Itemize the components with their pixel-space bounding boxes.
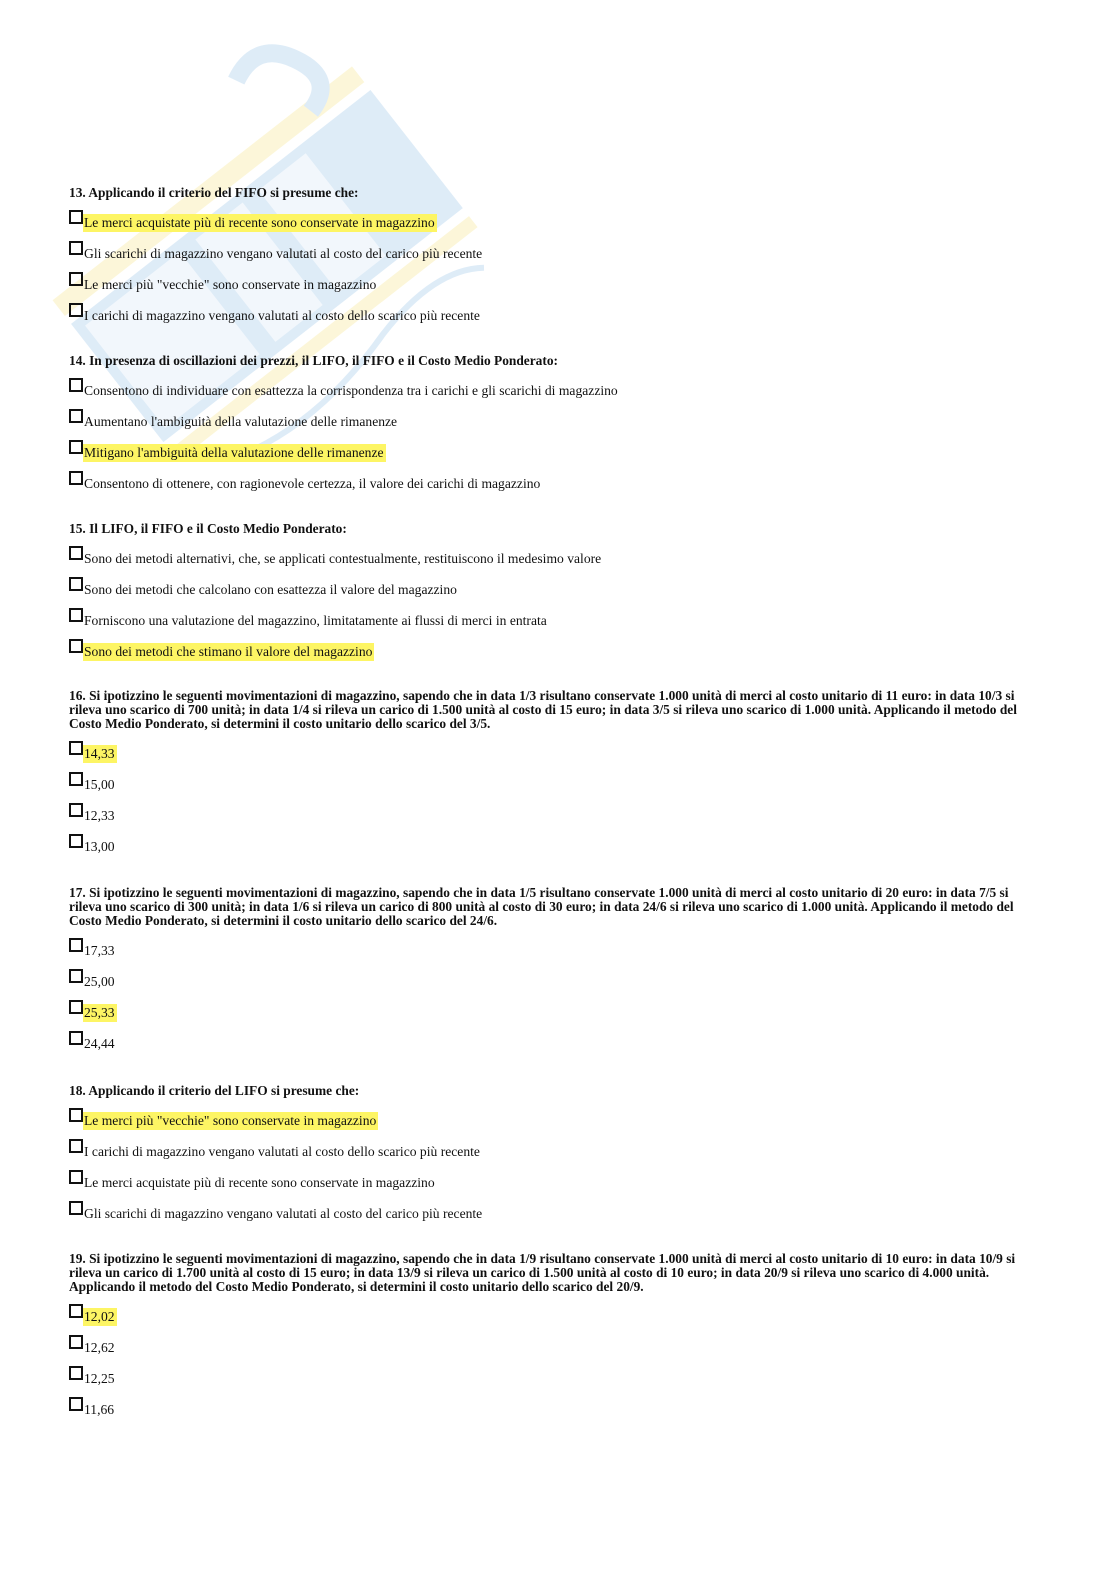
checkbox[interactable]	[69, 440, 83, 454]
checkbox[interactable]	[69, 409, 83, 423]
answer-text: I carichi di magazzino vengano valutati al costo dello scarico più recente	[84, 308, 480, 323]
answer-option[interactable]	[69, 803, 1044, 834]
answer-text: Aumentano l'ambiguità della valutazione delle rimanenze	[84, 414, 398, 429]
answer-text: Consentono di individuare con esattezza la corrispondenza tra i carichi e gli scarichi di magazzino	[84, 383, 618, 398]
checkbox[interactable]	[69, 608, 83, 622]
checkbox[interactable]	[69, 303, 83, 317]
question-17	[69, 886, 1044, 1062]
question-title: 18. Applicando il criterio del LIFO si presume che:	[69, 1083, 360, 1098]
question-title: 15. Il LIFO, il FIFO e il Costo Medio Ponderato:	[69, 521, 347, 536]
checkbox[interactable]	[69, 834, 83, 848]
checkbox[interactable]	[69, 639, 83, 653]
checkbox[interactable]	[69, 772, 83, 786]
answer-text: Gli scarichi di magazzino vengano valutati al costo del carico più recente	[84, 246, 483, 261]
checkbox[interactable]	[69, 471, 83, 485]
answer-option[interactable]	[69, 303, 1044, 334]
answer-text: 17,33	[84, 943, 115, 958]
question-title: 17. Si ipotizzino le seguenti movimentazioni di magazzino, sapendo che in data 1/5 risultano conservate 1.000 unità di merci al costo unitario di 20 euro: in data 7/5 si rileva uno scarico di 300 unità; in data 1/6 si rileva un carico di 800 unità al costo di 30 euro; in data 24/6 si rileva uno scarico di 1.000 unità. Applicando il metodo del Costo Medio Ponderato, si determini il costo unitario dello scarico del 24/6.	[69, 885, 1014, 928]
answer-option[interactable]	[69, 1304, 1044, 1335]
question-13	[69, 186, 1044, 334]
answer-text: 12,25	[84, 1371, 115, 1386]
checkbox[interactable]	[69, 1397, 83, 1411]
answer-text: 15,00	[84, 777, 115, 792]
answer-text: Consentono di ottenere, con ragionevole certezza, il valore dei carichi di magazzino	[84, 476, 541, 491]
answer-option[interactable]	[69, 577, 1044, 608]
answer-text: 25,33	[84, 1005, 115, 1020]
answer-option[interactable]	[69, 1031, 1044, 1062]
answer-option[interactable]	[69, 440, 1044, 471]
answer-option[interactable]	[69, 772, 1044, 803]
answer-option[interactable]	[69, 1170, 1044, 1201]
answer-option[interactable]	[69, 741, 1044, 772]
answer-text: Mitigano l'ambiguità della valutazione delle rimanenze	[84, 445, 384, 460]
checkbox[interactable]	[69, 741, 83, 755]
answer-option[interactable]	[69, 1366, 1044, 1397]
answer-option[interactable]	[69, 378, 1044, 409]
checkbox[interactable]	[69, 1366, 83, 1380]
checkbox[interactable]	[69, 1170, 83, 1184]
answer-option[interactable]	[69, 639, 1044, 670]
answer-option[interactable]	[69, 272, 1044, 303]
checkbox[interactable]	[69, 938, 83, 952]
checkbox[interactable]	[69, 1108, 83, 1122]
answer-text: Sono dei metodi alternativi, che, se applicati contestualmente, restituiscono il medesimo valore	[84, 551, 602, 566]
question-18	[69, 1084, 1044, 1232]
answer-text: 25,00	[84, 974, 115, 989]
question-14	[69, 354, 1044, 502]
question-title: 13. Applicando il criterio del FIFO si presume che:	[69, 185, 359, 200]
checkbox[interactable]	[69, 241, 83, 255]
answer-option[interactable]	[69, 1397, 1044, 1428]
answer-option[interactable]	[69, 409, 1044, 440]
answer-option[interactable]	[69, 1000, 1044, 1031]
checkbox[interactable]	[69, 1000, 83, 1014]
answer-text: Gli scarichi di magazzino vengano valutati al costo del carico più recente	[84, 1206, 483, 1221]
question-15	[69, 522, 1044, 670]
answer-text: Sono dei metodi che stimano il valore del magazzino	[84, 644, 373, 659]
answer-text: 12,62	[84, 1340, 115, 1355]
answer-option[interactable]	[69, 1335, 1044, 1366]
answer-text: Le merci più "vecchie" sono conservate in magazzino	[84, 277, 377, 292]
question-19	[69, 1252, 1044, 1428]
answer-option[interactable]	[69, 471, 1044, 502]
answer-option[interactable]	[69, 969, 1044, 1000]
answer-text: 12,33	[84, 808, 115, 823]
checkbox[interactable]	[69, 1139, 83, 1153]
answer-option[interactable]	[69, 608, 1044, 639]
answer-text: 12,02	[84, 1309, 115, 1324]
answer-option[interactable]	[69, 546, 1044, 577]
answer-text: 13,00	[84, 839, 115, 854]
answer-option[interactable]	[69, 210, 1044, 241]
answer-text: Forniscono una valutazione del magazzino, limitatamente ai flussi di merci in entrata	[84, 613, 547, 628]
answer-option[interactable]	[69, 1139, 1044, 1170]
answer-text: 14,33	[84, 746, 115, 761]
answer-text: I carichi di magazzino vengano valutati al costo dello scarico più recente	[84, 1144, 480, 1159]
answer-option[interactable]	[69, 1108, 1044, 1139]
checkbox[interactable]	[69, 210, 83, 224]
question-title: 16. Si ipotizzino le seguenti movimentazioni di magazzino, sapendo che in data 1/3 risultano conservate 1.000 unità di merci al costo unitario di 11 euro: in data 10/3 si rileva uno scarico di 700 unità; in data 1/4 si rileva un carico di 1.500 unità al costo di 15 euro; in data 3/5 si rileva uno scarico di 1.000 unità. Applicando il metodo del Costo Medio Ponderato, si determini il costo unitario dello scarico del 3/5.	[69, 688, 1017, 731]
checkbox[interactable]	[69, 577, 83, 591]
answer-option[interactable]	[69, 1201, 1044, 1232]
answer-text: Le merci più "vecchie" sono conservate in magazzino	[84, 1113, 377, 1128]
question-title: 19. Si ipotizzino le seguenti movimentazioni di magazzino, sapendo che in data 1/9 risultano conservate 1.000 unità di merci al costo unitario di 10 euro: in data 10/9 si rileva un carico di 1.700 unità al costo di 15 euro; in data 13/9 si rileva un carico di 1.500 unità al costo di 10 euro; in data 20/9 si rileva uno scarico di 4.000 unità. Applicando il metodo del Costo Medio Ponderato, si determini il costo unitario dello scarico del 20/9.	[69, 1251, 1016, 1294]
question-title: 14. In presenza di oscillazioni dei prezzi, il LIFO, il FIFO e il Costo Medio Ponderato:	[69, 353, 558, 368]
answer-option[interactable]	[69, 938, 1044, 969]
checkbox[interactable]	[69, 1304, 83, 1318]
answer-text: Le merci acquistate più di recente sono conservate in magazzino	[84, 215, 435, 230]
question-16	[69, 689, 1044, 865]
checkbox[interactable]	[69, 803, 83, 817]
checkbox[interactable]	[69, 546, 83, 560]
answer-text: 24,44	[84, 1036, 115, 1051]
checkbox[interactable]	[69, 1031, 83, 1045]
checkbox[interactable]	[69, 1201, 83, 1215]
answer-text: 11,66	[84, 1402, 115, 1417]
checkbox[interactable]	[69, 1335, 83, 1349]
checkbox[interactable]	[69, 969, 83, 983]
checkbox[interactable]	[69, 272, 83, 286]
answer-text: Le merci acquistate più di recente sono conservate in magazzino	[84, 1175, 435, 1190]
checkbox[interactable]	[69, 378, 83, 392]
answer-option[interactable]	[69, 834, 1044, 865]
answer-option[interactable]	[69, 241, 1044, 272]
answer-text: Sono dei metodi che calcolano con esattezza il valore del magazzino	[84, 582, 457, 597]
